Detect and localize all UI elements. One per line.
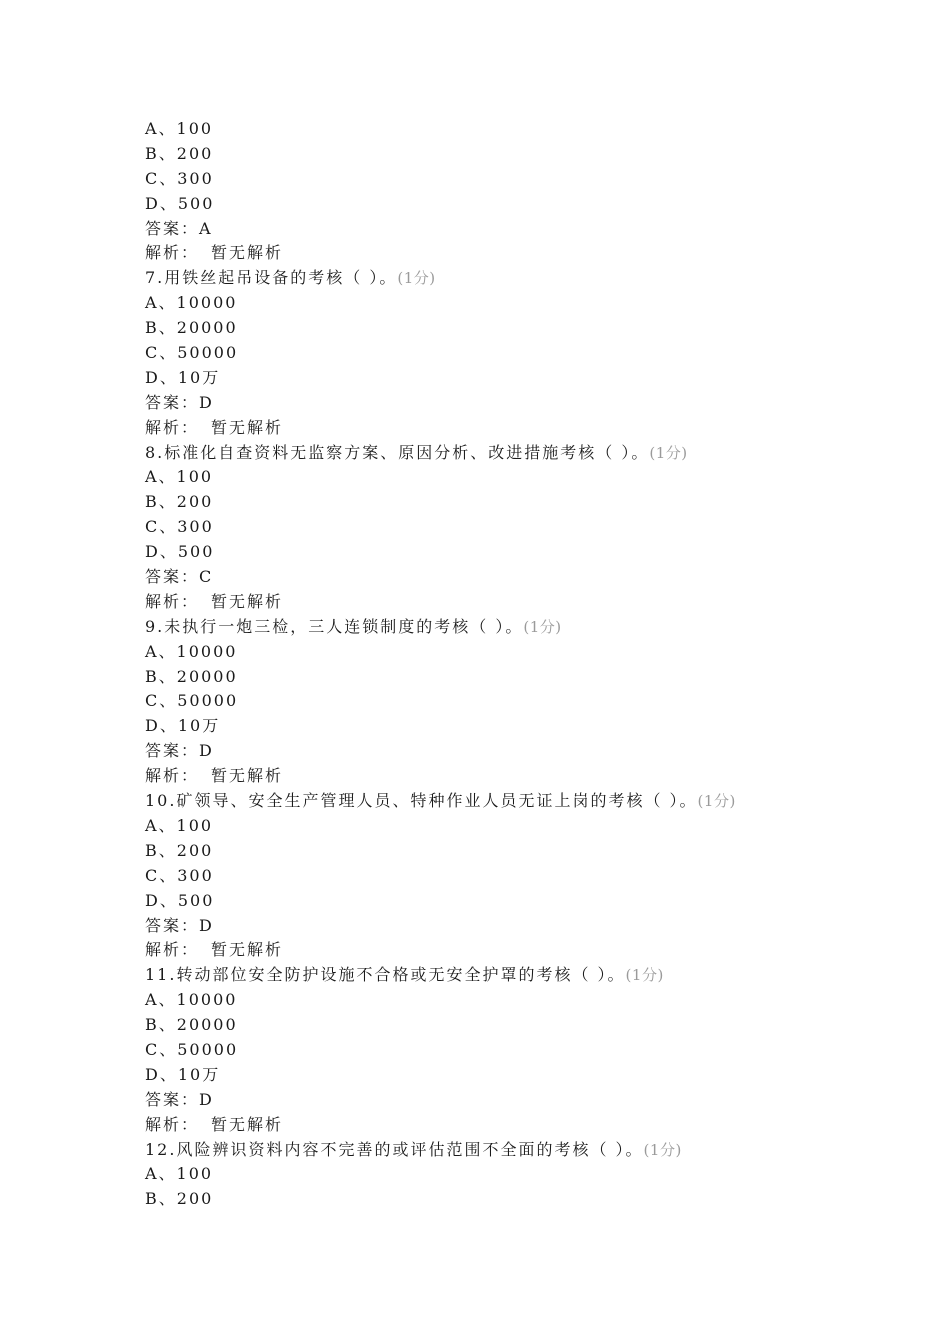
question-text: 9.未执行一炮三检，三人连锁制度的考核（ ）。 — [145, 616, 524, 636]
analysis-label: 解析： — [145, 766, 200, 786]
answer-line — [145, 565, 905, 590]
answer-line — [145, 1088, 905, 1113]
analysis-line — [145, 938, 905, 963]
option-line: C、300 — [145, 865, 214, 885]
question-stem — [145, 963, 905, 988]
question-text: 10.矿领导、安全生产管理人员、特种作业人员无证上岗的考核（ ）。 — [145, 791, 698, 811]
option-line: A、100 — [145, 815, 214, 835]
answer-value: D — [199, 915, 214, 935]
analysis-label: 解析： — [145, 940, 200, 960]
question-points: (1分) — [649, 443, 688, 462]
answer-label: 答案： — [145, 741, 200, 761]
question-points: (1分) — [523, 617, 562, 636]
option-line: A、10000 — [145, 293, 238, 313]
option-line: C、300 — [145, 517, 214, 537]
question-block — [145, 1138, 905, 1213]
analysis-line — [145, 416, 905, 441]
question-stem — [145, 789, 905, 814]
option-line: B、20000 — [145, 666, 238, 686]
analysis-value: 暂无解析 — [211, 1114, 284, 1134]
question-text: 8.标准化自查资料无监察方案、原因分析、改进措施考核（ ）。 — [145, 442, 650, 462]
question-block — [145, 441, 905, 615]
option-line: B、200 — [145, 840, 214, 860]
question-stem — [145, 266, 905, 291]
analysis-value: 暂无解析 — [211, 766, 284, 786]
question-6-continued — [145, 117, 905, 266]
question-block — [145, 615, 905, 789]
option-line: B、200 — [145, 143, 214, 163]
answer-label: 答案： — [145, 567, 200, 587]
analysis-label: 解析： — [145, 417, 200, 437]
document-page — [145, 117, 905, 1212]
answer-line — [145, 391, 905, 416]
answer-line — [145, 739, 905, 764]
analysis-label: 解析： — [145, 591, 200, 611]
option-line: A、100 — [145, 1164, 214, 1184]
option-line: A、100 — [145, 119, 214, 138]
analysis-line — [145, 241, 905, 266]
question-text: 7.用铁丝起吊设备的考核（ ）。 — [145, 268, 398, 288]
option-line: D、500 — [145, 193, 215, 213]
answer-value: D — [199, 392, 214, 412]
answer-value: A — [199, 218, 213, 238]
answer-line — [145, 914, 905, 939]
question-points: (1分) — [397, 269, 436, 288]
analysis-line — [145, 1113, 905, 1138]
option-line: C、50000 — [145, 1039, 239, 1059]
question-block — [145, 963, 905, 1137]
question-points: (1分) — [643, 1140, 682, 1159]
answer-line — [145, 217, 905, 242]
analysis-line — [145, 590, 905, 615]
question-text: 12.风险辨识资料内容不完善的或评估范围不全面的考核（ ）。 — [145, 1139, 644, 1159]
option-line: C、300 — [145, 168, 214, 188]
answer-label: 答案： — [145, 392, 200, 412]
answer-value: D — [199, 1089, 214, 1109]
option-line: D、500 — [145, 890, 215, 910]
answer-label: 答案： — [145, 218, 200, 238]
option-line: D、500 — [145, 542, 215, 562]
answer-label: 答案： — [145, 1089, 200, 1109]
option-line: A、100 — [145, 467, 214, 487]
analysis-label: 解析： — [145, 1114, 200, 1134]
question-stem — [145, 1138, 905, 1163]
option-line: B、200 — [145, 492, 214, 512]
question-block — [145, 266, 905, 440]
answer-value: C — [199, 567, 214, 587]
analysis-value: 暂无解析 — [211, 243, 284, 263]
answer-value: D — [199, 741, 214, 761]
question-text: 11.转动部位安全防护设施不合格或无安全护罩的考核（ ）。 — [145, 965, 626, 985]
option-line: B、200 — [145, 1189, 214, 1209]
question-block — [145, 789, 905, 963]
option-line: D、10万 — [145, 1064, 221, 1084]
question-stem — [145, 441, 905, 466]
analysis-label: 解析： — [145, 243, 200, 263]
option-line: B、20000 — [145, 1015, 238, 1035]
option-line: A、10000 — [145, 990, 238, 1010]
question-points: (1分) — [697, 792, 736, 811]
option-line: D、10万 — [145, 716, 221, 736]
analysis-line — [145, 764, 905, 789]
analysis-value: 暂无解析 — [211, 940, 284, 960]
question-stem — [145, 615, 905, 640]
answer-label: 答案： — [145, 915, 200, 935]
option-line: D、10万 — [145, 367, 221, 387]
question-points: (1分) — [625, 966, 664, 985]
option-line: C、50000 — [145, 691, 239, 711]
option-line: B、20000 — [145, 318, 238, 338]
analysis-value: 暂无解析 — [211, 591, 284, 611]
option-line: A、10000 — [145, 641, 238, 661]
analysis-value: 暂无解析 — [211, 417, 284, 437]
option-line: C、50000 — [145, 343, 239, 363]
